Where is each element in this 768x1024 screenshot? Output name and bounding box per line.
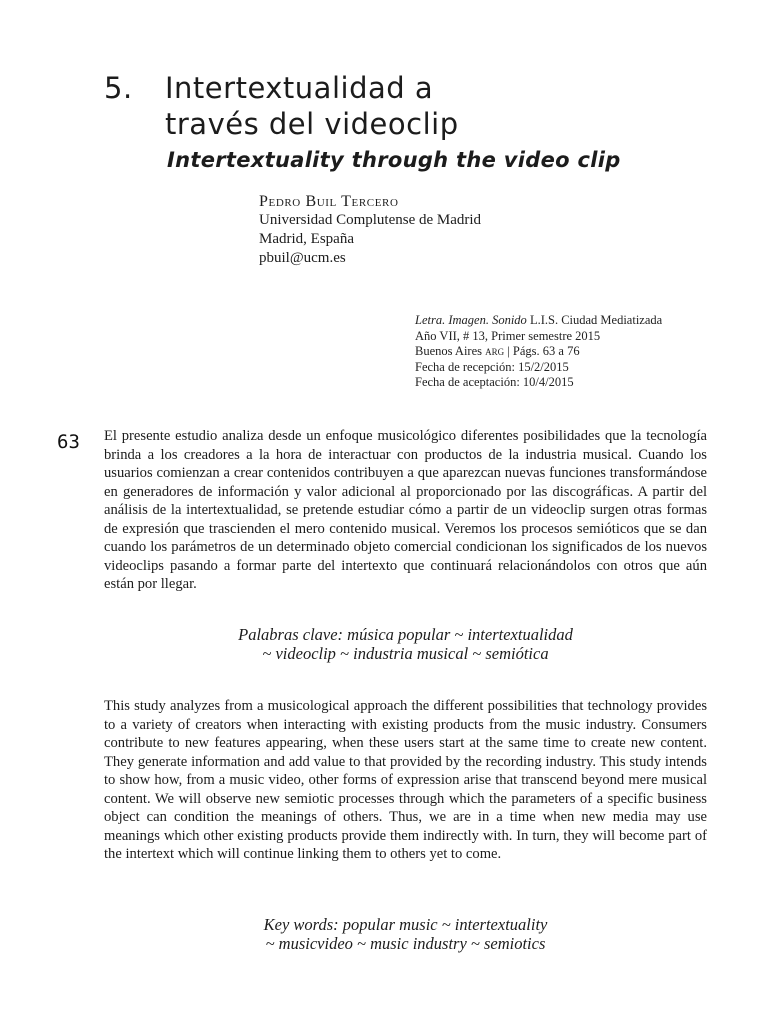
issue-title: Ciudad Mediatizada: [561, 313, 663, 327]
volume-line: Año VII, # 13, Primer semestre 2015: [415, 328, 601, 343]
abstract-spanish: El presente estudio analiza desde un enfoque musicológico diferentes posibilidades que la tecnología brinda a los creadores a la hora de interactuar con productos de la industria musical. Cuando los usuarios comienzan a crear contenidos contribuyen a que aparezcan nuevas funciones transformándose en generadores de información y valor adicional al proporcionado por las discográficas. A partir del análisis de la intertextualidad, se pretende estudiar cómo a partir de un videoclip surgen otras formas de expresión que trascienden el mero contenido musical. Veremos los procesos semióticos que se dan cuando los parámetros de un determinado objeto comercial condicionan los significados de los nuevos videoclips pasando a formar parte del intertexto que continuará relacionándolos con otros que aún están por llegar.: [104, 428, 707, 592]
keywords-english-line-2: ~ musicvideo ~ music industry ~ semiotics: [265, 934, 546, 953]
journal-name: Letra. Imagen. Sonido: [415, 313, 527, 327]
accepted-date: Fecha de aceptación: 10/4/2015: [415, 375, 574, 389]
author-affiliation: Universidad Complutense de Madrid: [259, 212, 482, 228]
author-name: Pedro Buil Tercero: [259, 193, 399, 210]
country: arg: [485, 344, 505, 358]
author-email: pbuil@ucm.es: [259, 250, 346, 266]
chapter-number: 5.: [104, 71, 133, 105]
page-number: 63: [57, 431, 80, 453]
received-date: Fecha de recepción: 15/2/2015: [415, 359, 569, 374]
journal-abbr: L.I.S.: [529, 313, 559, 327]
title-line-1: Intertextualidad a: [165, 71, 434, 105]
pages: | Págs. 63 a 76: [507, 344, 580, 358]
title-spanish: [165, 70, 685, 142]
abstract-english: This study analyzes from a musicological approach the different possibilities that technology provides to a variety of creators when interacting with existing products from the music industry. Consumers contribute to new features appearing, when these users start at the same time to create new content. They generate information and add value to that provided by the recording industry. This study intends to show how, from a music video, other forms of expression arise that transcend beyond mere musical content. We will observe new semiotic processes through which the parameters of a specific business object can condition the meanings of others. Thus, we are in a time when new media may use meanings which other existing products provide them indirectly with. In turn, they will become part of the intertext which will continue linking them to others yet to come.: [104, 698, 707, 862]
publication-info: [415, 313, 662, 391]
journal-line: [415, 313, 662, 329]
keywords-english-line-1: Key words: popular music ~ intertextuality: [263, 915, 548, 934]
city: Buenos Aires: [415, 344, 483, 358]
title-english: Intertextuality through the video clip: [167, 148, 621, 172]
location-pages-line: [415, 344, 662, 360]
author-block: [259, 192, 481, 268]
author-location: Madrid, España: [259, 231, 354, 247]
keywords-spanish-line-1: Palabras clave: música popular ~ intertextualidad: [238, 625, 573, 644]
keywords-spanish: [104, 625, 707, 663]
keywords-spanish-line-2: ~ videoclip ~ industria musical ~ semiótica: [262, 644, 549, 663]
keywords-english: [104, 915, 707, 953]
title-line-2: través del videoclip: [165, 107, 459, 141]
